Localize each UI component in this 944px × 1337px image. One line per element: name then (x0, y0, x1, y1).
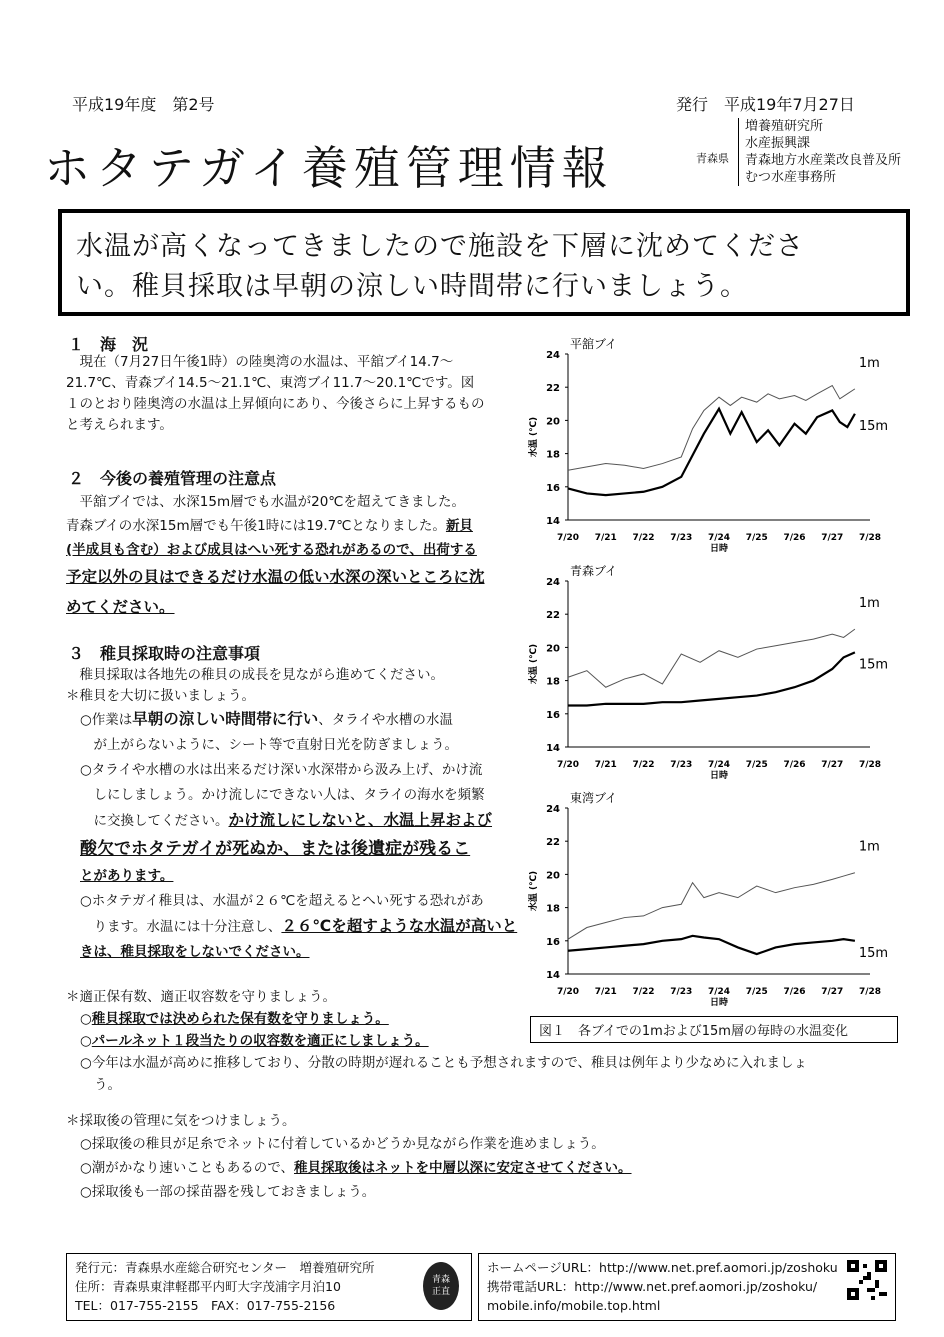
text-line: 稚貝採取は各地先の稚貝の成長を見ながら進めてください。 (66, 667, 444, 683)
x-tick-label: 7/25 (745, 987, 768, 997)
y-tick-label: 24 (546, 350, 560, 361)
x-axis-label: 日時 (709, 544, 729, 554)
x-tick-label: 7/22 (632, 533, 655, 543)
sub-heading: ＊適正保有数、適正収容数を守りましょう。 (66, 989, 336, 1005)
bullet-mark: ○ (80, 1011, 92, 1027)
y-tick-label: 14 (546, 516, 560, 527)
chart-title: 東湾ブイ (570, 791, 617, 805)
y-tick-label: 20 (546, 416, 560, 428)
emphasis-text: かけ流しにしないと、水温上昇および (228, 811, 493, 829)
prefecture-label: 青森県 (696, 152, 729, 165)
emphasis-text: ２６℃を超すような水温が高いと (281, 917, 518, 935)
org-item: 水産振興課 (745, 136, 811, 151)
temperature-charts (520, 330, 900, 1010)
text-line: う。 (94, 1077, 121, 1093)
y-tick-label: 22 (546, 837, 560, 849)
emphasis-text: きは、稚貝採取をしないでください。 (80, 944, 310, 960)
x-tick-label: 7/23 (670, 533, 693, 543)
emphasis-text: 予定以外の貝はできるだけ水温の低い水深の深いところに沈 (66, 568, 485, 586)
emphasis-text: 稚貝採取では決められた保有数を守りましょう。 (91, 1011, 389, 1027)
x-tick-label: 7/23 (670, 760, 693, 770)
text-line: ○今年は水温が高めに推移しており、分散の時期が遅れることも予想されますので、稚貝は例年より少なめに入れましょ (80, 1055, 808, 1071)
emphasis-text: パールネット１段当たりの収容数を適正にしましょう。 (91, 1033, 429, 1049)
x-tick-label: 7/24 (707, 533, 731, 543)
seal-text: 青森 (431, 1275, 450, 1285)
x-tick-label: 7/20 (556, 987, 580, 997)
x-tick-label: 7/28 (858, 533, 882, 543)
page-title: ホタテガイ養殖管理情報 (44, 141, 614, 195)
text-line: ○タライや水槽の水は出来るだけ深い水深帯から汲み上げ、かけ流 (80, 762, 483, 778)
section2-body (66, 490, 536, 622)
y-tick-label: 22 (546, 610, 560, 622)
bullet-mark: ○ (80, 1033, 92, 1049)
y-tick-label: 16 (546, 936, 560, 948)
x-tick-label: 7/25 (745, 760, 768, 770)
chart-panel (527, 790, 888, 1008)
section-heading: ２ 今後の養殖管理の注意点 (68, 469, 277, 488)
y-tick-label: 18 (546, 676, 560, 688)
chart-panel (527, 337, 888, 554)
series-line-1m (568, 873, 855, 939)
x-axis-label: 日時 (709, 998, 729, 1008)
banner-line: い。稚貝採取は早朝の涼しい時間帯に行いましょう。 (76, 271, 748, 302)
sub-heading: ＊稚貝を大切に扱いましょう。 (66, 688, 255, 704)
publisher-line: 発行元：青森県水産総合研究センター 増養殖研究所 (75, 1260, 375, 1275)
emphasis-text: 新貝 (445, 518, 473, 534)
text-line: 21.7℃、青森ブイ14.5～21.1℃、東湾ブイ11.7～20.1℃です。図 (66, 375, 475, 391)
address-line: 住所：青森県東津軽郡平内町大字茂浦字月泊10 (75, 1279, 341, 1294)
y-tick-label: 18 (546, 449, 560, 461)
text-line: ○採取後も一部の採苗器を残しておきましょう。 (80, 1184, 376, 1200)
x-tick-label: 7/28 (858, 987, 882, 997)
text-span: ○作業は (80, 712, 133, 728)
x-tick-label: 7/23 (670, 987, 693, 997)
text-line (80, 808, 536, 834)
text-line: ○ホタテガイ稚貝は、水温が２６℃を超えるとへい死する恐れがあ (80, 893, 484, 909)
phone-line: TEL：017-755-2155 FAX：017-755-2156 (75, 1298, 336, 1313)
y-tick-label: 24 (546, 804, 560, 815)
series-label: 1m (858, 596, 880, 612)
publisher-info-box (66, 1253, 472, 1321)
x-tick-label: 7/27 (821, 987, 844, 997)
bullet-group (66, 707, 536, 965)
text-span: に交換してください。 (80, 813, 229, 829)
homepage-link[interactable]: ホームページURL：http://www.net.pref.aomori.jp/zoshoku (487, 1260, 838, 1275)
section1-body (66, 352, 536, 436)
text-span: ○潮がかなり速いこともあるので、 (80, 1160, 295, 1176)
emphasis-text: 早朝の涼しい時間帯に行い (132, 710, 319, 728)
series-label: 15m (858, 945, 889, 961)
x-tick-label: 7/27 (821, 760, 844, 770)
x-tick-label: 7/26 (783, 533, 806, 543)
series-label: 1m (858, 355, 880, 371)
org-item: 増養殖研究所 (745, 119, 824, 134)
x-tick-label: 7/20 (556, 533, 580, 543)
series-label: 15m (858, 418, 889, 434)
y-tick-label: 14 (546, 970, 560, 981)
x-tick-label: 7/24 (707, 760, 731, 770)
series-line-15m (568, 652, 855, 705)
x-tick-label: 7/21 (594, 760, 617, 770)
text-span: ります。水温には十分注意し、 (80, 919, 282, 935)
text-line (80, 914, 536, 940)
x-tick-label: 7/28 (858, 760, 882, 770)
series-label: 1m (858, 839, 880, 855)
x-axis-label: 日時 (709, 771, 729, 781)
sub-heading: ＊採取後の管理に気をつけましょう。 (66, 1113, 296, 1129)
series-line-1m (568, 386, 855, 471)
emphasis-text: 稚貝採取後はネットを中層以深に安定させてください。 (294, 1160, 632, 1176)
y-tick-label: 16 (546, 482, 560, 494)
y-axis-label: 水温 (℃) (529, 416, 539, 458)
text-line: １のとおり陸奥湾の水温は上昇傾向にあり、今後さらに上昇するもの (66, 396, 485, 412)
text-line (80, 1156, 916, 1180)
x-tick-label: 7/21 (594, 987, 617, 997)
series-line-15m (568, 936, 855, 954)
y-axis-label: 水温 (℃) (529, 870, 539, 912)
series-label: 15m (858, 657, 889, 673)
issue-number: 平成19年度 第2号 (72, 95, 215, 114)
section3-body (66, 665, 536, 965)
series-line-15m (568, 409, 855, 495)
text-line: と考えられます。 (66, 417, 173, 433)
text-line (66, 514, 536, 538)
series-line-1m (568, 629, 855, 687)
seal-logo (423, 1262, 459, 1310)
y-tick-label: 20 (546, 870, 560, 882)
website-info-box (478, 1253, 896, 1321)
emphasis-text: とがあります。 (80, 868, 174, 884)
mobile-link[interactable]: 携帯電話URL：http://www.net.pref.aomori.jp/zoshoku/ (487, 1279, 818, 1294)
y-tick-label: 20 (546, 643, 560, 655)
x-tick-label: 7/27 (821, 533, 844, 543)
x-tick-label: 7/25 (745, 533, 768, 543)
x-tick-label: 7/20 (556, 760, 580, 770)
text-line: しにしましょう。かけ流しにできない人は、タライの海水を頻繁 (80, 787, 485, 803)
text-line: ○採取後の稚貝が足糸でネットに付着しているかどうか見ながら作業を進めましょう。 (80, 1136, 605, 1152)
y-tick-label: 24 (546, 577, 560, 588)
x-tick-label: 7/21 (594, 533, 617, 543)
headline-banner (58, 209, 910, 316)
y-tick-label: 18 (546, 903, 560, 915)
emphasis-text: めてください。 (66, 598, 175, 616)
seal-text: 正直 (431, 1287, 450, 1297)
text-span: 青森ブイの水深15m層でも午後1時には19.7℃となりました。 (66, 518, 446, 534)
y-tick-label: 16 (546, 709, 560, 721)
text-line: が上がらないように、シート等で直射日光を防ぎましょう。 (80, 737, 458, 753)
y-axis-label: 水温 (℃) (529, 643, 539, 685)
chart-panel (527, 563, 888, 781)
bullet-group (66, 1132, 916, 1204)
section-heading: ３ 稚貝採取時の注意事項 (68, 644, 261, 663)
chart-title: 青森ブイ (570, 564, 617, 578)
x-tick-label: 7/24 (707, 987, 731, 997)
x-tick-label: 7/22 (632, 987, 655, 997)
mobile-link-cont[interactable]: mobile.info/mobile.top.html (487, 1298, 661, 1313)
chart-title: 平舘ブイ (570, 337, 617, 351)
x-tick-label: 7/26 (783, 987, 806, 997)
text-line: 平舘ブイでは、水深15m層でも水温が20℃を超えてきました。 (66, 494, 465, 510)
text-line: 現在（7月27日午後1時）の陸奥湾の水温は、平舘ブイ14.7～ (66, 354, 454, 370)
figure-caption: 図１ 各ブイでの1mおよび15m層の毎時の水温変化 (530, 1016, 898, 1043)
emphasis-text: (半成貝も含む）および成貝はへい死する恐れがあるので、出荷する (66, 542, 477, 558)
issue-date: 発行 平成19年7月27日 (676, 95, 855, 114)
section-heading: １ 海 況 (68, 335, 149, 354)
y-tick-label: 22 (546, 383, 560, 395)
qr-code-icon (847, 1260, 887, 1300)
org-item: むつ水産事務所 (745, 170, 837, 185)
text-span: 、タライや水槽の水温 (318, 712, 453, 728)
y-tick-label: 14 (546, 743, 560, 754)
x-tick-label: 7/22 (632, 760, 655, 770)
organization-list (738, 118, 901, 186)
org-item: 青森地方水産業改良普及所 (745, 153, 902, 168)
emphasis-text: 酸欠でホタテガイが死ぬか、または後遺症が残るこ (80, 839, 471, 859)
x-tick-label: 7/26 (783, 760, 806, 770)
banner-line: 水温が高くなってきましたので施設を下層に沈めてくださ (76, 231, 804, 262)
text-line (80, 707, 536, 733)
